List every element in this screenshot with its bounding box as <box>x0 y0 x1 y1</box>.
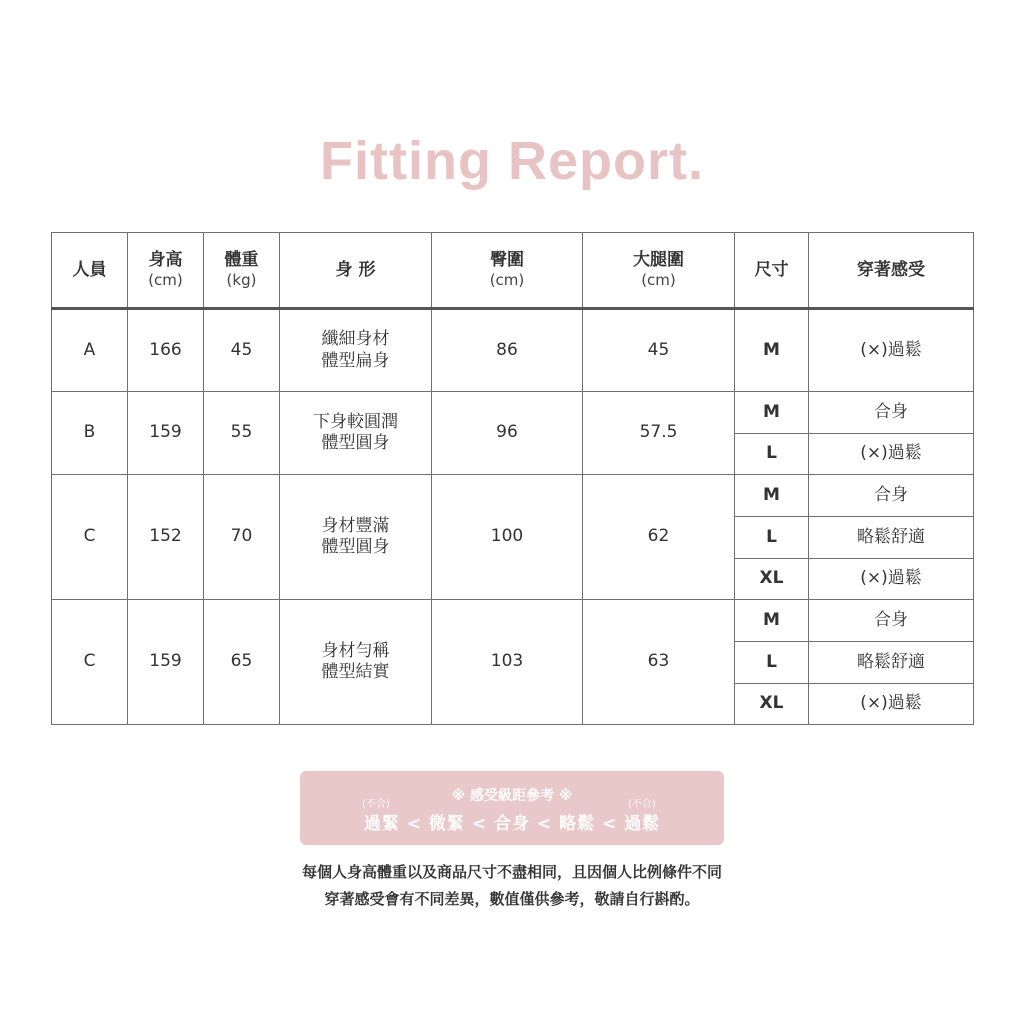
page-title: Fitting Report. <box>320 131 704 191</box>
fitting-table <box>51 232 974 725</box>
cell-weight: 55 <box>204 392 280 475</box>
body-type-line2: 體型圓身 <box>321 433 390 453</box>
cell-feel: 略鬆舒適 <box>809 517 974 559</box>
cell-height: 166 <box>128 309 204 392</box>
cell-person: B <box>52 392 128 475</box>
cell-body-type <box>280 600 432 725</box>
fit-scale-legend <box>300 771 724 845</box>
cell-hip: 86 <box>432 309 583 392</box>
body-type-line2: 體型圓身 <box>321 537 390 557</box>
cell-body-type <box>280 392 432 475</box>
header-weight-unit: (kg) <box>226 271 257 290</box>
cell-feel: 合身 <box>809 600 974 642</box>
legend-title: ※ 感受級距參考 ※ <box>451 788 573 804</box>
cell-thigh: 62 <box>583 475 735 600</box>
header-height-unit: (cm) <box>148 271 183 290</box>
cell-person: C <box>52 600 128 725</box>
cell-person: C <box>52 475 128 600</box>
body-type-line1: 身材勻稱 <box>321 640 390 661</box>
disclaimer-line2: 穿著感受會有不同差異，數值僅供參考，敬請自行斟酌。 <box>324 890 700 908</box>
cell-size: M <box>735 309 809 392</box>
table-row <box>52 392 974 434</box>
header-size: 尺寸 <box>735 233 809 309</box>
cell-body-type <box>280 475 432 600</box>
cell-height: 152 <box>128 475 204 600</box>
legend-scale: 過緊 < 微緊 < 合身 < 略鬆 < 過鬆 <box>363 814 661 834</box>
header-height: 身高 (cm) <box>128 233 204 309</box>
cell-size: M <box>735 475 809 517</box>
cell-feel: 合身 <box>809 392 974 434</box>
body-type-line1: 下身較圓潤 <box>313 411 398 432</box>
cell-height: 159 <box>128 600 204 725</box>
body-type-line2: 體型扁身 <box>321 350 390 371</box>
cell-size: XL <box>735 559 809 600</box>
cell-weight: 45 <box>204 309 280 392</box>
legend-tag-left: (不合) <box>362 799 390 810</box>
disclaimer-line1: 每個人身高體重以及商品尺寸不盡相同，且因個人比例條件不同 <box>301 863 722 881</box>
legend-tag-right: (不合) <box>628 799 656 810</box>
cell-thigh: 57.5 <box>583 392 735 475</box>
cell-feel: (×)過鬆 <box>809 559 974 600</box>
header-thigh-unit: (cm) <box>641 271 676 290</box>
cell-hip: 103 <box>432 600 583 725</box>
table-row <box>52 309 974 392</box>
cell-height: 159 <box>128 392 204 475</box>
cell-feel: (×)過鬆 <box>809 684 974 725</box>
cell-size: L <box>735 434 809 475</box>
header-person: 人員 <box>52 233 128 309</box>
cell-feel: 合身 <box>809 475 974 517</box>
header-feel: 穿著感受 <box>809 233 974 309</box>
cell-size: XL <box>735 684 809 725</box>
cell-body-type <box>280 309 432 392</box>
body-type-line2: 體型結實 <box>321 662 390 682</box>
cell-size: L <box>735 517 809 559</box>
cell-feel: 略鬆舒適 <box>809 642 974 684</box>
header-weight: 體重 (kg) <box>204 233 280 309</box>
header-hip: 臀圍 (cm) <box>432 233 583 309</box>
cell-hip: 100 <box>432 475 583 600</box>
cell-feel: (×)過鬆 <box>809 434 974 475</box>
cell-thigh: 63 <box>583 600 735 725</box>
header-thigh: 大腿圍 (cm) <box>583 233 735 309</box>
body-type-line1: 纖細身材 <box>321 329 390 350</box>
table-header-row <box>52 233 974 309</box>
cell-size: M <box>735 392 809 434</box>
header-body-type: 身 形 <box>280 233 432 309</box>
cell-weight: 70 <box>204 475 280 600</box>
table-row <box>52 475 974 517</box>
cell-feel: (×)過鬆 <box>809 309 974 392</box>
cell-thigh: 45 <box>583 309 735 392</box>
cell-size: L <box>735 642 809 684</box>
cell-size: M <box>735 600 809 642</box>
header-hip-unit: (cm) <box>489 271 525 290</box>
table-row <box>52 600 974 642</box>
body-type-line1: 身材豐滿 <box>321 515 390 536</box>
cell-person: A <box>52 309 128 392</box>
cell-weight: 65 <box>204 600 280 725</box>
cell-hip: 96 <box>432 392 583 475</box>
